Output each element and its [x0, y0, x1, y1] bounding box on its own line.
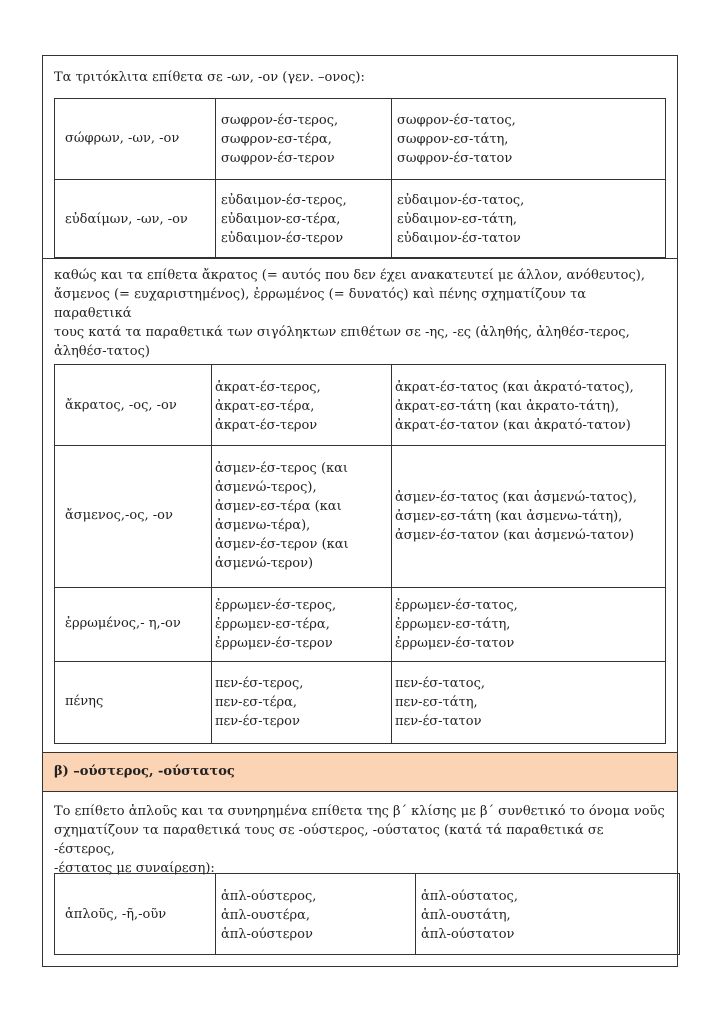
text-line: ἀληθέσ-τατος)	[54, 344, 150, 359]
form-line: πεν-έσ-τατος,	[395, 676, 485, 691]
form-line: εὐδαιμον-έσ-τατος,	[397, 193, 525, 208]
form-line: ἀσμεν-εσ-τάτη (και ἀσμενω-τάτη),	[395, 509, 623, 524]
table-row	[55, 445, 665, 587]
superlative-cell	[395, 378, 634, 435]
comparative-cell	[215, 596, 336, 653]
form-line: ἁπλ-ουστέρα,	[221, 908, 311, 923]
form-line: ἀσμενω-τέρα),	[215, 518, 311, 533]
form-line: ἀσμεν-έσ-τερον (και	[215, 537, 349, 552]
comparatives-table-3	[54, 873, 680, 955]
text-line: -έστατος με συναίρεση):	[54, 861, 215, 876]
text-line: καθώς και τα επίθετα ἄκρατος (= αυτός που δεν έχει ανακατευτεί με άλλον, ανόθευτος),	[54, 268, 645, 283]
comparatives-table-1	[54, 98, 666, 258]
form-line: σωφρον-έσ-τερος,	[221, 113, 339, 128]
text-line: ἄσμενος (= ευχαριστημένος), ἐρρωμένος (= δυνατός) καὶ πένης σχηματίζουν τα παραθετικά	[54, 287, 587, 321]
form-line: ἁπλ-ούστατος,	[421, 889, 518, 904]
comparative-cell	[215, 378, 321, 435]
table-row	[55, 587, 665, 661]
superlative-cell	[421, 887, 518, 944]
form-line: ἀκρατ-έσ-τατον (και ἀκρατό-τατον)	[395, 418, 631, 433]
comparatives-table-2	[54, 364, 666, 744]
lemma-cell: ἐρρωμένος,- η,-ον	[65, 616, 181, 631]
text-line: τους κατά τα παραθετικά των σιγόληκτων επιθέτων σε -ης, -ες (ἀληθής, ἀληθέσ-τερος,	[54, 325, 630, 340]
form-line: εὐδαιμον-εσ-τάτη,	[397, 212, 517, 227]
section-b-heading: β) –ούστερος, -ούστατος	[54, 764, 235, 779]
form-line: ἀκρατ-έσ-τερον	[215, 418, 318, 433]
superlative-cell	[397, 111, 516, 168]
superlative-cell	[395, 674, 485, 731]
form-line: πεν-εσ-τέρα,	[215, 695, 298, 710]
lemma-cell: πένης	[65, 694, 104, 709]
comparative-cell	[221, 111, 338, 168]
form-line: ἀσμενώ-τερος),	[215, 480, 317, 495]
comparative-cell	[221, 191, 347, 248]
lemma-cell: ἄκρατος, -ος, -ον	[65, 398, 177, 413]
section-b-heading-band	[43, 752, 677, 792]
form-line: ἐρρωμεν-έσ-τερον	[215, 636, 333, 651]
form-line: ἐρρωμεν-έσ-τατον	[395, 636, 515, 651]
lemma-cell: σώφρων, -ων, -ον	[65, 131, 180, 146]
form-line: σωφρον-έσ-τατον	[397, 151, 513, 166]
superlative-cell	[395, 488, 637, 545]
form-line: εὐδαιμον-εσ-τέρα,	[221, 212, 341, 227]
superlative-cell	[397, 191, 524, 248]
form-line: εὐδαιμον-έσ-τατον	[397, 231, 521, 246]
section-divider	[42, 258, 678, 259]
form-line: ἀσμεν-έσ-τατον (και ἀσμενώ-τατον)	[395, 528, 635, 543]
table-row	[55, 874, 679, 954]
lemma-cell: ἄσμενος,-ος, -ον	[65, 508, 173, 523]
form-line: ἐρρωμεν-εσ-τάτη,	[395, 617, 511, 632]
form-line: ἁπλ-ουστάτη,	[421, 908, 511, 923]
form-line: ἁπλ-ούστατον	[421, 927, 515, 942]
form-line: ἀκρατ-έσ-τατος (και ἀκρατό-τατος),	[395, 380, 634, 395]
comparative-cell	[221, 887, 316, 944]
form-line: ἀσμεν-έσ-τατος (και ἀσμενώ-τατος),	[395, 490, 637, 505]
form-line: σωφρον-έσ-τατος,	[397, 113, 516, 128]
table-row	[55, 179, 665, 257]
form-line: σωφρον-εσ-τάτη,	[397, 132, 509, 147]
lemma-cell: ἁπλοῦς, -ῆ,-οῦν	[65, 907, 167, 922]
form-line: ἐρρωμεν-εσ-τέρα,	[215, 617, 330, 632]
form-line: σωφρον-εσ-τέρα,	[221, 132, 332, 147]
form-line: ἀκρατ-εσ-τάτη (και ἀκρατο-τάτη),	[395, 399, 620, 414]
form-line: πεν-εσ-τάτη,	[395, 695, 478, 710]
form-line: πεν-έσ-τερον	[215, 714, 300, 729]
form-line: ἁπλ-ούστερος,	[221, 889, 317, 904]
text-line: σχηματίζουν τα παραθετικά τους σε -ούστερος, -ούστατος (κατά τά παραθετικά σε -έστερος,	[54, 823, 604, 857]
table-row	[55, 99, 665, 179]
form-line: ἀκρατ-εσ-τέρα,	[215, 399, 315, 414]
form-line: ἀσμεν-έσ-τερος (και	[215, 461, 349, 476]
form-line: ἀσμενώ-τερον)	[215, 556, 314, 571]
form-line: ἀκρατ-έσ-τερος,	[215, 380, 321, 395]
lemma-cell: εὐδαίμων, -ων, -ον	[65, 212, 188, 227]
form-line: ἐρρωμεν-έσ-τερος,	[215, 598, 337, 613]
intro-text: Τα τριτόκλιτα επίθετα σε -ων, -ον (γεν. –ονος):	[54, 70, 365, 85]
form-line: σωφρον-έσ-τερον	[221, 151, 335, 166]
table-row	[55, 661, 665, 743]
form-line: πεν-έσ-τερος,	[215, 676, 304, 691]
form-line: ἁπλ-ούστερον	[221, 927, 313, 942]
paragraph-acratos	[54, 266, 666, 361]
form-line: ἀσμεν-εσ-τέρα (και	[215, 499, 342, 514]
form-line: εὐδαιμον-έσ-τερον	[221, 231, 344, 246]
comparative-cell	[215, 674, 303, 731]
superlative-cell	[395, 596, 518, 653]
table-row	[55, 365, 665, 445]
form-line: εὐδαιμον-έσ-τερος,	[221, 193, 347, 208]
paragraph-aplous	[54, 802, 666, 878]
form-line: πεν-έσ-τατον	[395, 714, 482, 729]
text-line: Το επίθετο ἁπλοῦς και τα συνηρημένα επίθετα της β΄ κλίσης με β΄ συνθετικό το όνομα νοῦς	[54, 804, 665, 819]
comparative-cell	[215, 459, 349, 573]
form-line: ἐρρωμεν-έσ-τατος,	[395, 598, 518, 613]
